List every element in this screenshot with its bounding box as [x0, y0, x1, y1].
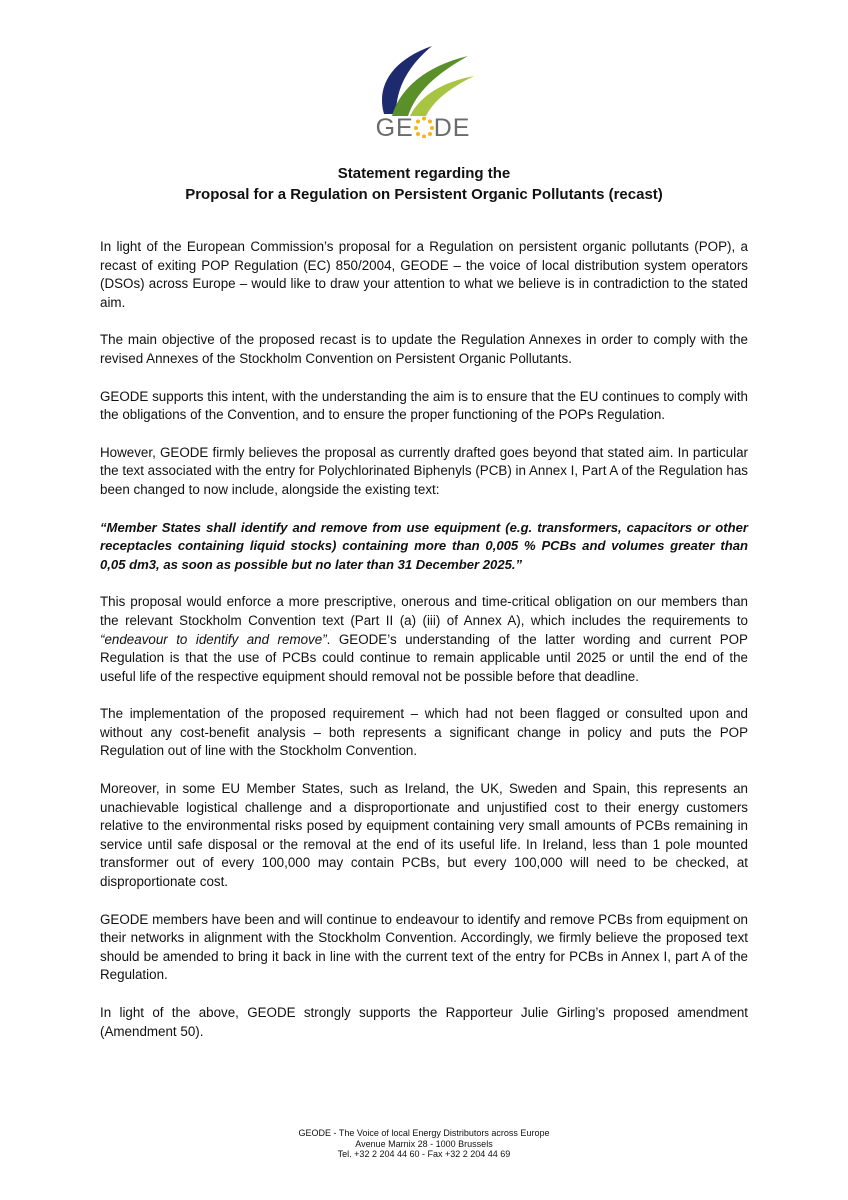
paragraph-prescriptive-emphasis: “endeavour to identify and remove”	[100, 631, 327, 647]
paragraph-implementation: The implementation of the proposed requirement – which had not been flagged or consulted upon and without any cost-benefit analysis – both represents a significant change in policy and puts the POP Regulation out of line with the Stockholm Convention.	[100, 706, 748, 759]
logo-wordmark	[373, 113, 473, 143]
title-line-1: Statement regarding the	[337, 165, 511, 182]
paragraph-concern: However, GEODE firmly believes the proposal as currently drafted goes beyond that stated aim. In particular the text associated with the entry for Polychlorinated Biphenyls (PCB) in Annex I, Part A of the Regulation has been changed to now include, alongside the existing text:	[100, 444, 748, 497]
paragraph-objective: The main objective of the proposed recast is to update the Regulation Annexes in order to comply with the revised Annexes of the Stockholm Convention on Persistent Organic Pollutants.	[100, 332, 748, 366]
paragraph-members-commitment: GEODE members have been and will continue to endeavour to identify and remove PCBs from equipment on their networks in alignment with the Stockholm Convention. Accordingly, we firmly believe the proposed text should be amended to bring it back in line with the current text of the entry for PCBs in Annex I, part A of the Regulation.	[100, 911, 748, 983]
logo-text-de: DE	[433, 114, 471, 142]
footer-line-3: Tel. +32 2 204 44 60 - Fax +32 2 204 44 69	[337, 1149, 511, 1159]
page-footer	[200, 1128, 648, 1160]
leaf-swoosh-icon	[370, 40, 480, 120]
paragraph-prescriptive-part-1: This proposal would enforce a more prescriptive, onerous and time-critical obligation on our members than the relevant Stockholm Convention text (Part II (a) (iii) of Annex A), which includes the requirements to	[100, 594, 748, 628]
footer-line-1: GEODE - The Voice of local Energy Distributors across Europe	[298, 1128, 550, 1138]
sun-dots-icon	[414, 115, 434, 137]
paragraph-member-states: Moreover, in some EU Member States, such as Ireland, the UK, Sweden and Spain, this represents an unachievable logistical challenge and a disproportionate and unjustified cost to their energy customers relative to the environmental risks posed by equipment containing very small amounts of PCBs remaining in service until safe disposal or the removal at the end of its useful life. In Ireland, less than 1 pole mounted transformer out of every 100,000 may contain PCBs, but every 100,000 will need to be checked, at disproportionate cost.	[100, 781, 748, 890]
paragraph-conclusion: In light of the above, GEODE strongly supports the Rapporteur Julie Girling’s proposed amendment (Amendment 50).	[100, 1005, 748, 1039]
title-line-2: Proposal for a Regulation on Persistent Organic Pollutants (recast)	[185, 186, 663, 203]
paragraph-intro: In light of the European Commission’s proposal for a Regulation on persistent organic pollutants (POP), a recast of exiting POP Regulation (EC) 850/2004, GEODE – the voice of local distribution system operators (DSOs) across Europe – would like to draw your attention to what we believe is in contradiction to the stated aim.	[100, 239, 748, 310]
paragraph-support: GEODE supports this intent, with the understanding the aim is to ensure that the EU continues to comply with the obligations of the Convention, and to ensure the proper functioning of the POPs Regulation.	[100, 388, 748, 423]
quoted-regulation-text: “Member States shall identify and remove from use equipment (e.g. transformers, capacitors or other receptacles containing liquid stocks) containing more than 0,005 % PCBs and volumes greater than 0,05 dm3, as soon as possible but no later than 31 December 2025.”	[100, 519, 748, 572]
logo-text-ge: GE	[375, 114, 414, 142]
paragraph-prescriptive	[100, 593, 748, 686]
paragraph-prescriptive-part-2: . GEODE’s understanding of the latter wording and current POP Regulation is that the use of PCBs could continue to remain applicable until 2025 or until the end of the useful life of the respective equipment should removal not be possible before that deadline.	[100, 631, 748, 684]
footer-line-2: Avenue Marnix 28 - 1000 Brussels	[355, 1138, 493, 1149]
document-title	[100, 163, 748, 205]
document-body	[100, 238, 748, 1060]
